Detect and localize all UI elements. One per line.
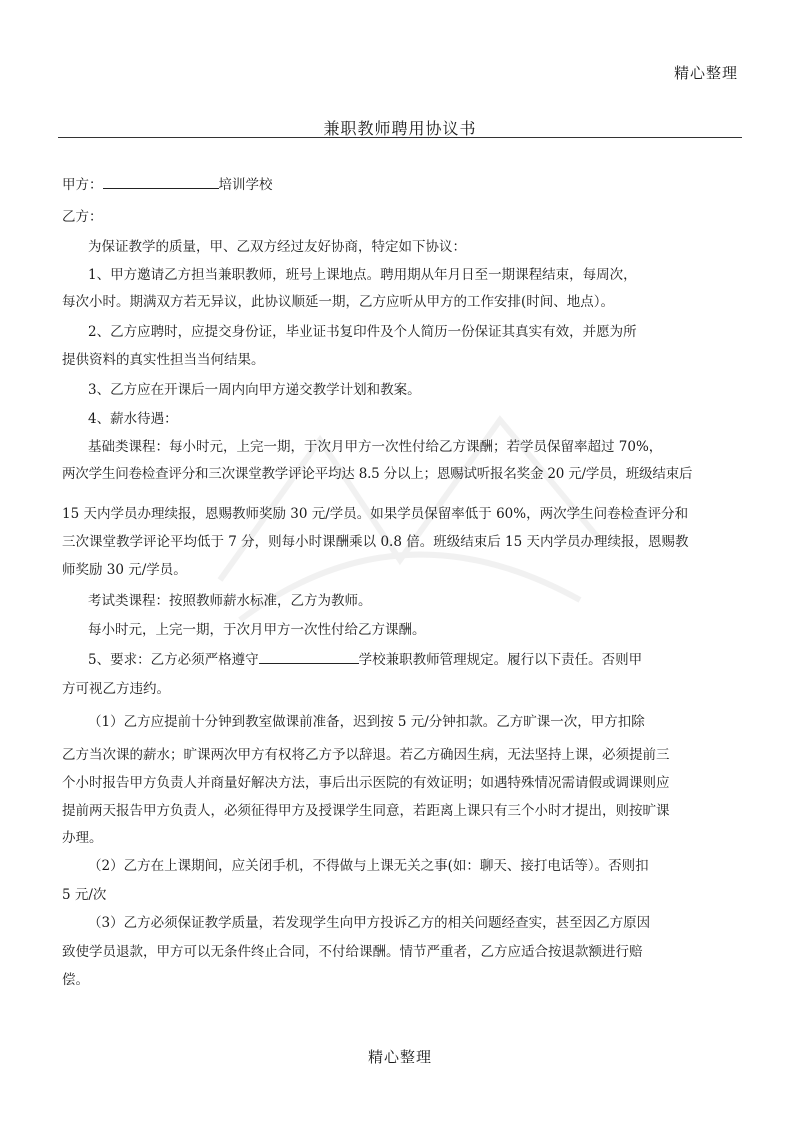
party-a-line xyxy=(62,176,273,194)
clause-4-heading: 4、薪水待遇： xyxy=(88,411,178,427)
party-a-blank xyxy=(103,176,219,189)
clause-2-line-2: 提供资料的真实性担当当何结果。 xyxy=(62,352,265,368)
salary-exam-line-2: 每小时元，上完一期，于次月甲方一次性付给乙方课酬。 xyxy=(88,622,426,638)
salary-basic-line-2: 两次学生问卷检查评分和三次课堂教学评论平均达 8.5 分以上；恩赐试听报名奖金 20 元/学员，班级结束后 xyxy=(62,466,693,482)
req-1-line-2: 乙方当次课的薪水；旷课两次甲方有权将乙方予以辞退。若乙方确因生病，无法坚持上课，必须提前三 xyxy=(62,747,670,763)
clause-1-line-1: 1、甲方邀请乙方担当兼职教师，班号上课地点。聘用期从年月日至一期课程结束，每周次， xyxy=(88,267,637,283)
party-a-label: 甲方： xyxy=(62,177,103,193)
title-divider xyxy=(58,137,742,138)
document-title: 兼职教师聘用协议书 xyxy=(323,119,477,138)
req-2-line-1: （2）乙方在上课期间，应关闭手机，不得做与上课无关之事(如：聊天、接打电话等）。否则扣 xyxy=(88,858,649,874)
clause-1-line-2: 每次小时。期满双方若无异议，此协议顺延一期，乙方应听从甲方的工作安排(时间、地点）。 xyxy=(62,294,615,310)
party-b-line: 乙方： xyxy=(62,209,103,225)
footer-note: 精心整理 xyxy=(367,1048,432,1066)
salary-basic-line-4: 三次课堂教学评论平均低于 7 分，则每小时课酬乘以 0.8 倍。班级结束后 15 天内学员办理续报，恩赐教 xyxy=(62,534,689,550)
school-name-blank xyxy=(259,651,359,664)
header-note: 精心整理 xyxy=(673,64,738,82)
req-3-line-1: （3）乙方必须保证教学质量，若发现学生向甲方投诉乙方的相关问题经查实，甚至因乙方原因 xyxy=(88,915,651,931)
req-2-line-2: 5 元/次 xyxy=(62,887,107,903)
clause-2-line-1: 2、乙方应聘时，应提交身份证，毕业证书复印件及个人简历一份保证其真实有效，并愿为所 xyxy=(88,324,637,340)
req-1-line-5: 办理。 xyxy=(62,830,103,846)
req-1-line-1: （1）乙方应提前十分钟到教室做课前准备，迟到按 5 元/分钟扣款。乙方旷课一次，甲方扣除 xyxy=(88,714,645,730)
clause-5-line-2: 方可视乙方违约。 xyxy=(62,681,170,697)
salary-exam-line-1: 考试类课程：按照教师薪水标准，乙方为教师。 xyxy=(88,593,372,609)
party-a-suffix: 培训学校 xyxy=(218,177,273,193)
clause-5-prefix: 5、要求：乙方必须严格遵守 xyxy=(88,652,259,668)
clause-3: 3、乙方应在开课后一周内向甲方递交教学计划和教案。 xyxy=(88,382,421,398)
intro-paragraph: 为保证教学的质量，甲、乙双方经过友好协商，特定如下协议： xyxy=(88,239,466,255)
req-1-line-4: 提前两天报告甲方负责人，必须征得甲方及授课学生同意，若距离上课只有三个小时才提出，则按旷课 xyxy=(62,803,670,819)
salary-basic-line-5: 师奖励 30 元/学员。 xyxy=(62,562,187,578)
clause-5-suffix: 学校兼职教师管理规定。履行以下责任。否则甲 xyxy=(358,652,643,668)
clause-5-line-1 xyxy=(88,651,642,669)
req-3-line-3: 偿。 xyxy=(62,972,89,988)
req-3-line-2: 致使学员退款，甲方可以无条件终止合同，不付给课酬。情节严重者，乙方应适合按退款额进行赔 xyxy=(62,944,643,960)
salary-basic-line-3: 15 天内学员办理续报，恩赐教师奖励 30 元/学员。如果学员保留率低于 60%，两次学生问卷检查评分和 xyxy=(62,506,689,522)
req-1-line-3: 个小时报告甲方负责人并商量好解决方法，事后出示医院的有效证明；如遇特殊情况需请假或调课则应 xyxy=(62,775,670,791)
salary-basic-line-1: 基础类课程：每小时元，上完一期，于次月甲方一次性付给乙方课酬；若学员保留率超过 70%， xyxy=(88,439,663,455)
